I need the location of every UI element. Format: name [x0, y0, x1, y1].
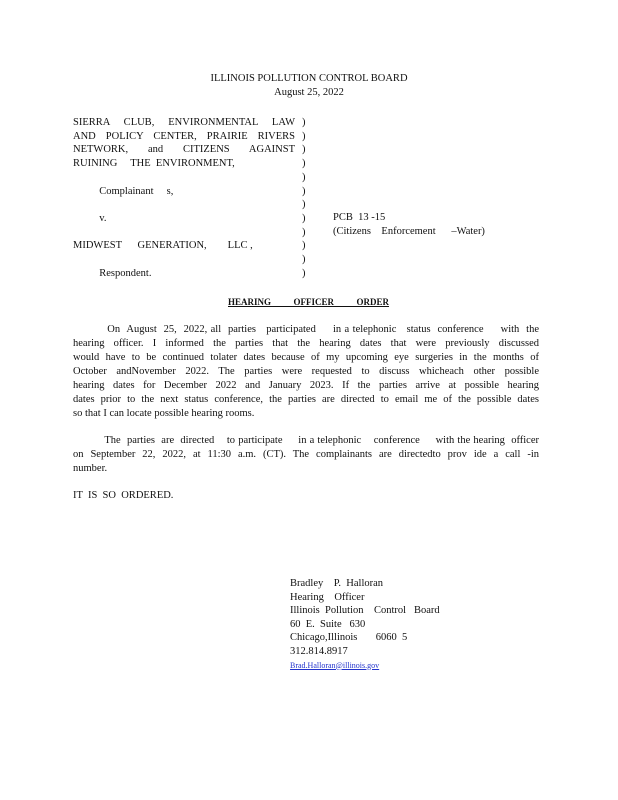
paragraph-line: dates prior to the next status conference, the parties are directed to email me of the possible dates: [73, 394, 539, 405]
paren: ): [302, 144, 306, 156]
caption-parties: [73, 116, 295, 280]
caption-line: RUINING THE ENVIRONMENT,: [73, 158, 235, 170]
paren: ): [302, 171, 306, 183]
paren: ): [302, 254, 306, 266]
paragraph-line: so that I can locate possible hearing rooms.: [73, 408, 255, 419]
paren: ): [302, 199, 306, 211]
city-line: Chicago,Illinois 6060 5: [290, 632, 408, 644]
phone-number: 312.814.8917: [290, 645, 348, 657]
case-type: (Citizens Enforcement –Water): [333, 226, 485, 237]
paragraph-line: on September 22, 2022, at 11:30 a.m. (CT). The complainants are directedto prov ide a call -in: [73, 449, 539, 460]
paren: ): [302, 117, 306, 128]
caption-line: NETWORK, and CITIZENS AGAINST: [73, 144, 295, 156]
signature-block: [290, 577, 440, 672]
paragraph-line: would have to be continued tolater dates because of my upcoming eye surgeries in the months of: [73, 352, 539, 363]
address-line: 60 E. Suite 630: [290, 618, 366, 630]
paragraph-line: number.: [73, 463, 108, 474]
signer-name: Bradley P. Halloran: [290, 578, 384, 589]
paren: ): [302, 130, 306, 142]
case-number: PCB 13 -15: [333, 212, 386, 223]
caption-line: SIERRA CLUB, ENVIRONMENTAL LAW: [73, 117, 295, 128]
paragraph-line: The parties are directed to participate in a telephonic conference with the hearing officer: [73, 435, 539, 446]
signer-title: Hearing Officer: [290, 591, 365, 603]
body-paragraph-2: [73, 434, 539, 476]
paren: ): [302, 267, 306, 279]
signer-organization: Illinois Pollution Control Board: [290, 605, 440, 617]
paren: ): [302, 212, 306, 224]
closing-statement: IT IS SO ORDERED.: [73, 490, 174, 501]
email-link[interactable]: Brad.Halloran@illinois.gov: [290, 660, 380, 670]
order-date: August 25, 2022: [274, 87, 344, 98]
caption-line: [73, 253, 295, 267]
paren: ): [302, 240, 306, 252]
body-paragraph-1: [73, 323, 539, 421]
caption-line: AND POLICY CENTER, PRAIRIE RIVERS: [73, 130, 295, 142]
respondent-label: Respondent.: [73, 267, 152, 279]
caption-parentheses: [302, 116, 306, 280]
paragraph-line: On August 25, 2022, all parties participated in a telephonic status conference with the: [73, 324, 539, 335]
complainant-label: Complainant s,: [73, 185, 174, 197]
versus-label: v.: [73, 212, 107, 224]
paragraph-line: hearing dates for December 2022 and January 2023. If the parties arrive at possible hearing: [73, 380, 539, 391]
order-title: HEARING OFFICER ORDER: [228, 297, 390, 307]
caption-line: [73, 226, 295, 240]
paragraph-line: hearing officer. I informed the parties that the hearing dates that were previously discussed: [73, 338, 539, 349]
paren: ): [302, 158, 306, 170]
caption-line: [73, 171, 295, 185]
paragraph-line: October andNovember 2022. The parties were requested to discuss whicheach other possible: [73, 366, 539, 377]
caption-line: [73, 198, 295, 212]
respondent-name: MIDWEST GENERATION, LLC ,: [73, 240, 253, 252]
paren: ): [302, 226, 306, 238]
board-name: ILLINOIS POLLUTION CONTROL BOARD: [210, 73, 408, 84]
paren: ): [302, 185, 306, 197]
